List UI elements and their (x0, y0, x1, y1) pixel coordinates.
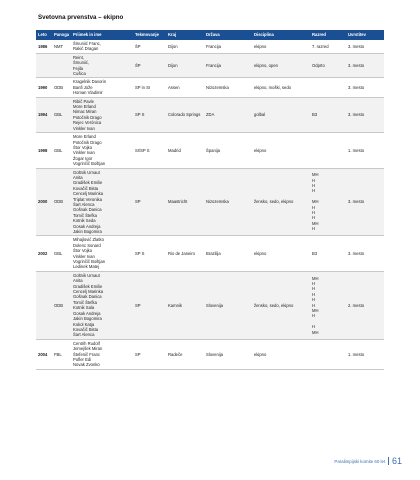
cell-year: 1998 (36, 133, 52, 168)
column-header: Razred (310, 30, 346, 40)
cell-names: More Erland Potočnik Drago Štor Vojko Vinkler Ivan Žogar Igor Vogrinčič Boštjan (71, 133, 133, 168)
cell-names: Goltnik Urnaut Anita Gradišek Emilie Cencelj Marinka Gošnak Danica Tomič Štefka Kotnik Sala Gosak Andreja Jakin Bogomira Kokol Katja Kovačič Bista Šart Alenca (71, 271, 133, 339)
cell-discipline-code: ODB (52, 271, 71, 339)
cell-rank: 3. mesto (346, 236, 384, 271)
cell-rank: 1. mesto (346, 339, 384, 369)
cell-rank: 3. mesto (346, 168, 384, 236)
cell-names: Ribič Pavle More Erland Nimac Miran Potočnik Drago Rejec Verónica Vinkler Ivan (71, 97, 133, 132)
cell-event: ŠP (133, 53, 166, 78)
cell-discipline: ekipno, open (252, 53, 310, 78)
column-header: Uvrstitev (346, 30, 384, 40)
cell-place: Dijon (166, 40, 204, 53)
cell-country: Francija (204, 53, 252, 78)
cell-country: Francija (204, 40, 252, 53)
cell-event: SP (133, 339, 166, 369)
cell-discipline-code: ODB (52, 168, 71, 236)
cell-names: Centrih Rudolf Jemejšek Miran Štefenič Franc Pufler Edi Novak Zvonko (71, 339, 133, 369)
cell-event: SP in SI (133, 78, 166, 97)
table-row (36, 271, 384, 339)
cell-event: SP S (133, 236, 166, 271)
column-header: Panoga (52, 30, 71, 40)
table-row (36, 53, 384, 78)
cell-discipline: ekipno (252, 339, 310, 369)
cell-place: Rio de Janeiro (166, 236, 204, 271)
table-row (36, 40, 384, 53)
cell-discipline: ekipno (252, 236, 310, 271)
cell-discipline-code: ODB (52, 78, 71, 97)
cell-discipline: ekipno, moški, sedo (252, 78, 310, 97)
table-header-row (36, 30, 384, 40)
cell-year: 1990 (36, 78, 52, 97)
cell-rank: 3. mesto (346, 40, 384, 53)
cell-discipline-code: FBL (52, 339, 71, 369)
cell-place: Dijon (166, 53, 204, 78)
cell-year: 1994 (36, 97, 52, 132)
cell-event: SP (133, 271, 166, 339)
cell-event: SP (133, 168, 166, 236)
cell-year: 2004 (36, 339, 52, 369)
cell-year (36, 53, 52, 78)
cell-names: Reint, Šmuniić, Fejila Cušica (71, 53, 133, 78)
cell-class: 7. razred (310, 40, 346, 53)
cell-place: Assen (166, 78, 204, 97)
cell-event: SP S (133, 97, 166, 132)
page-footer (334, 456, 402, 466)
column-header: Disciplina (252, 30, 310, 40)
cell-class: MH H H H H H MH H H MH (310, 271, 346, 339)
table-row (36, 78, 384, 97)
cell-place: Maastricht (166, 168, 204, 236)
cell-rank: 2. mesto (346, 271, 384, 339)
cell-country: ZDA (204, 97, 252, 132)
cell-discipline: ekipno (252, 133, 310, 168)
footer-text: Paralimpijski komite 60 let (334, 458, 386, 464)
column-header: Kraj (166, 30, 204, 40)
cell-discipline: žensko, sedo, ekipno (252, 168, 310, 236)
cell-rank: 3. mesto (346, 78, 384, 97)
cell-names: Mihajlović Zlatko Dolenc Sonard Štor Vojko Vinkler Ivan Vogrinčič Boštjan Ledinek Matej (71, 236, 133, 271)
cell-class: MH H H H MH H H H MH H (310, 168, 346, 236)
cell-place: Madrid (166, 133, 204, 168)
table-row (36, 339, 384, 369)
cell-year: 2002 (36, 236, 52, 271)
cell-class: B3 (310, 236, 346, 271)
cell-discipline-code: NMT (52, 40, 71, 53)
cell-event: SI/SP S (133, 133, 166, 168)
cell-names: Šmuniić Franc, Rakić Dragan (71, 40, 133, 53)
cell-country: Španija (204, 133, 252, 168)
cell-place: Radeče (166, 339, 204, 369)
cell-names: Goltnik Urnaut Anita Gradišek Emilie Kovačič Bista Cencelj Marinka Triplat Veronika Šart Alenca Gošnak Danica Tomič Štefka Kotnik Seda Gosak Andreja Jakin Bogomira (71, 168, 133, 236)
table-row (36, 97, 384, 132)
cell-rank: 3. mesto (346, 53, 384, 78)
cell-discipline: golbal (252, 97, 310, 132)
cell-country: Nizozemska (204, 168, 252, 236)
column-header: Leto (36, 30, 52, 40)
column-header: Država (204, 30, 252, 40)
cell-discipline-code: GBL (52, 133, 71, 168)
footer-divider (388, 457, 389, 465)
table-row (36, 133, 384, 168)
cell-country: Brazilija (204, 236, 252, 271)
cell-rank: 3. mesto (346, 97, 384, 132)
page-number: 61 (391, 456, 402, 466)
cell-discipline: ekipno (252, 40, 310, 53)
cell-discipline-code (52, 53, 71, 78)
cell-rank: 1. mesto (346, 133, 384, 168)
table-row (36, 236, 384, 271)
cell-country: Nizozemska (204, 78, 252, 97)
cell-place: Colorado Springs (166, 97, 204, 132)
cell-year: 2000 (36, 168, 52, 236)
cell-country: Slovenija (204, 339, 252, 369)
cell-discipline-code: GBL (52, 97, 71, 132)
cell-class: B3 (310, 97, 346, 132)
table-body (36, 40, 384, 369)
cell-class (310, 339, 346, 369)
cell-discipline-code: GBL (52, 236, 71, 271)
cell-event: ŠP (133, 40, 166, 53)
column-header: Priimek in ime (71, 30, 133, 40)
cell-names: Kragelnik Davorin Banfi Jože Homan Vladimir (71, 78, 133, 97)
cell-year (36, 271, 52, 339)
results-table (36, 30, 384, 370)
table-row (36, 168, 384, 236)
cell-class: Odprto (310, 53, 346, 78)
cell-place: Kamnik (166, 271, 204, 339)
cell-class (310, 78, 346, 97)
cell-country: Slovenija (204, 271, 252, 339)
cell-class (310, 133, 346, 168)
cell-year: 1986 (36, 40, 52, 53)
column-header: Tekmovanje (133, 30, 166, 40)
cell-discipline: žensko, sedo, ekipno (252, 271, 310, 339)
page-title: Svetovna prvenstva – ekipno (38, 14, 124, 21)
